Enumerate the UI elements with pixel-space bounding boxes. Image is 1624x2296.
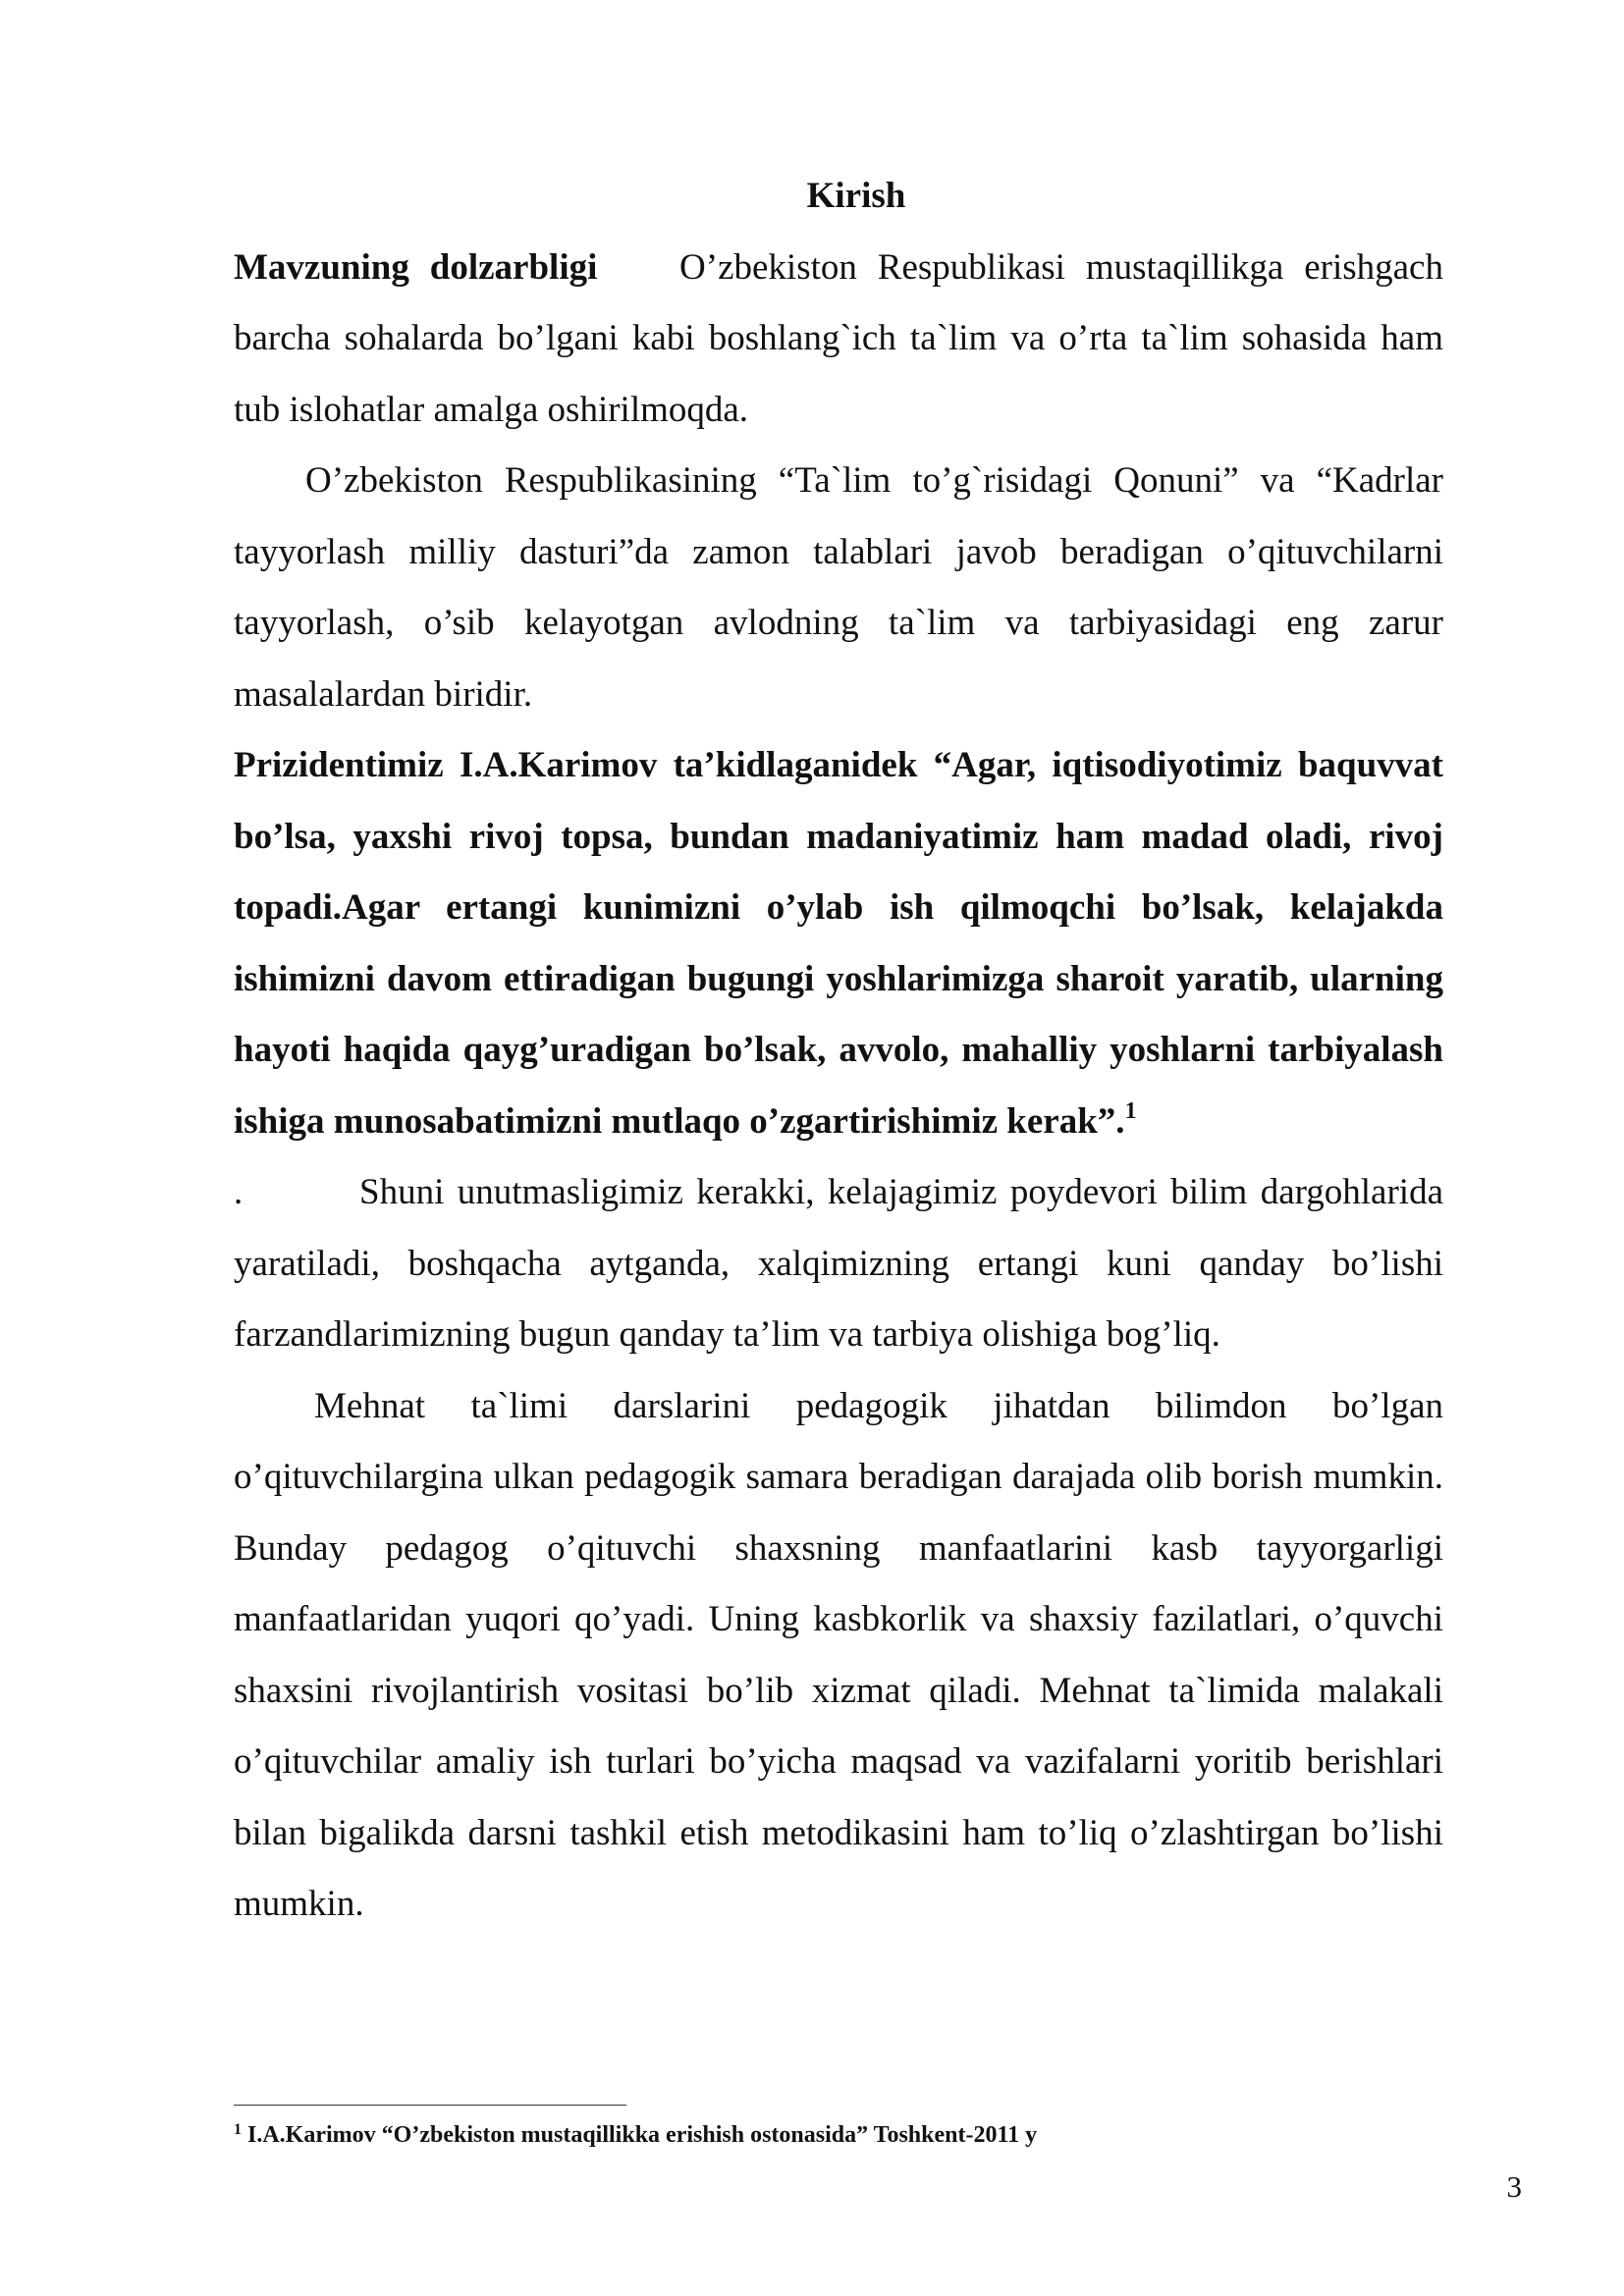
paragraph-law: O’zbekiston Respublikasining “Ta`lim to’g`risidagi Qonuni” va “Kadrlar tayyorlash milliy dasturi”da zamon talablari javob beradigan o’qituvchilarni tayyorlash, o’sib kelayotgan avlodning ta`lim va tarbiyasidagi eng zarur masalalardan biridir.	[234, 460, 1443, 715]
relevance-lead: Mavzuning dolzarbligi	[234, 246, 598, 288]
main-content	[234, 161, 1443, 1941]
page-title: Kirish	[806, 176, 906, 216]
footnote	[234, 2120, 1443, 2150]
future-text: Shuni unutmasligimiz kerakki, kelajagimiz poydevori bilim dargohlarida yaratiladi, boshqacha aytganda, xalqimizning ertangi kuni qanday bo’lishi farzandlarimizning bugun qanday ta’lim va tarbiya olishiga bog’liq.	[234, 1172, 1443, 1355]
paragraph-lead-dot: .	[234, 1172, 244, 1212]
footnote-text: I.A.Karimov “O’zbekiston mustaqillikka erishish ostonasida” Toshkent-2011 y	[247, 2122, 1038, 2148]
page-number: 3	[1506, 2169, 1522, 2204]
paragraph-president-quote	[234, 730, 1443, 1157]
relevance-text: O’zbekiston Respublikasi mustaqillikga erishgach barcha sohalarda bo’lgani kabi boshlang`ich ta`lim va o’rta ta`lim sohasida ham tub islohatlar amalga oshirilmoqda.	[234, 246, 1443, 430]
footnote-ref: 1	[1124, 1097, 1137, 1124]
paragraph-future	[234, 1157, 1443, 1371]
footnote-separator	[234, 2105, 626, 2106]
footnote-number: 1	[234, 2121, 242, 2138]
paragraph-relevance	[234, 233, 1443, 447]
quote-text: Prizidentimiz I.A.Karimov ta’kidlaganidek “Agar, iqtisodiyotimiz baquvvat bo’lsa, yaxshi rivoj topsa, bundan madaniyatimiz ham madad oladi, rivoj topadi.Agar ertangi kunimizni o’ylab ish qilmoqchi bo’lsak, kelajakda ishimizni davom ettiradigan bugungi yoshlarimizga sharoit yaratib, ularning hayoti haqida qayg’uradigan bo’lsak, avvolo, mahalliy yoshlarni tarbiyalash ishiga munosabatimizni mutlaqo o’zgartirishimiz kerak”.	[234, 745, 1443, 1142]
paragraph-labor-education: Mehnat ta`limi darslarini pedagogik jihatdan bilimdon bo’lgan o’qituvchilargina ulkan pedagogik samara beradigan darajada olib borish mumkin. Bunday pedagog o’qituvchi shaxsning manfaatlarini kasb tayyorgarligi manfaatlaridan yuqori qo’yadi. Uning kasbkorlik va shaxsiy fazilatlari, o’quvchi shaxsini rivojlantirish vositasi bo’lib xizmat qiladi. Mehnat ta`limida malakali o’qituvchilar amaliy ish turlari bo’yicha maqsad va vazifalarni yoritib berishlari bilan bigalikda darsni tashkil etish metodikasini ham to’liq o’zlashtirgan bo’lishi mumkin.	[234, 1385, 1443, 1924]
